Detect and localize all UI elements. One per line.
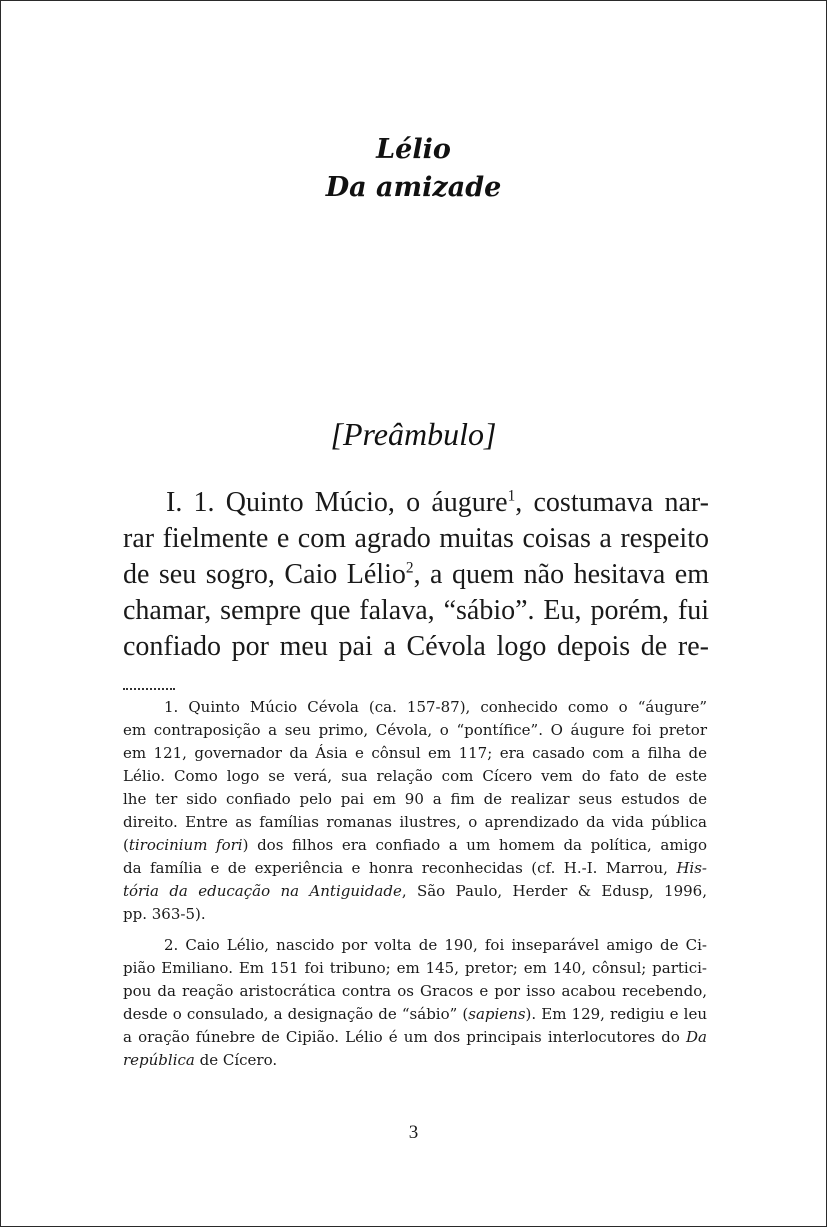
page-title-line-2: Da amizade xyxy=(325,172,502,203)
italic-run: tória da educação na Antiguidade xyxy=(123,882,402,900)
text-run: ) dos filhos era confiado a um homem da política, amigo xyxy=(242,836,707,854)
footnote-line xyxy=(123,880,707,903)
footnote-line: lhe ter sido confiado pelo pai em 90 a fim de realizar seus estudos de xyxy=(123,790,707,808)
text-run: da família e de experiência e honra reconhecidas (cf. H.-I. Marrou, xyxy=(123,859,677,877)
main-text-line xyxy=(123,556,709,594)
footnote-separator xyxy=(123,688,175,690)
section-heading: [Preâmbulo] xyxy=(330,416,497,452)
italic-run: tirocinium fori xyxy=(128,836,243,854)
text-run: ). Em 129, redigiu e leu xyxy=(525,1005,707,1023)
italic-run: Da xyxy=(686,1028,707,1046)
footnote-line xyxy=(123,857,707,880)
main-text-line: chamar, sempre que falava, “sábio”. Eu, porém, fui xyxy=(123,595,709,626)
footnote-line: 1. Quinto Múcio Cévola (ca. 157-87), conhecido como o “áugure” xyxy=(164,698,707,716)
italic-run: sapiens xyxy=(468,1005,526,1023)
italic-run: His- xyxy=(676,859,707,877)
text-run: , costumava nar- xyxy=(515,487,709,518)
text-run: de seu sogro, Caio Lélio xyxy=(123,559,406,590)
footnote-line: Lélio. Como logo se verá, sua relação com Cícero vem do fato de este xyxy=(123,767,707,785)
footnote-line xyxy=(123,1026,707,1049)
italic-run: república xyxy=(123,1051,195,1069)
main-text-line: confiado por meu pai a Cévola logo depois de re- xyxy=(123,631,709,662)
text-run: I. 1. Quinto Múcio, o áugure xyxy=(166,487,508,518)
text-run: de Cícero. xyxy=(194,1051,278,1069)
page-title-line-1: Lélio xyxy=(376,134,451,165)
footnote-line: em contraposição a seu primo, Cévola, o “pontífice”. O áugure foi pretor xyxy=(123,721,707,739)
text-run: , São Paulo, Herder & Edusp, 1996, xyxy=(401,882,707,900)
footnote-line: direito. Entre as famílias romanas ilustres, o aprendizado da vida pública xyxy=(123,813,707,831)
text-run: a oração fúnebre de Cipião. Lélio é um dos principais interlocutores do xyxy=(123,1028,687,1046)
main-text-line: rar fielmente e com agrado muitas coisas a respeito xyxy=(123,523,709,554)
text-run: desde o consulado, a designação de “sábio” ( xyxy=(123,1005,469,1023)
footnote-line: (tirocinium fori) dos filhos era confiado a um homem da política, amigo xyxy=(123,836,707,854)
footnote-line: pião Emiliano. Em 151 foi tribuno; em 145, pretor; em 140, cônsul; partici- xyxy=(123,959,707,977)
footnote-line: pp. 363-5). xyxy=(123,905,206,923)
footnote-line: 2. Caio Lélio, nascido por volta de 190, foi inseparável amigo de Ci- xyxy=(164,936,707,954)
main-text-line xyxy=(166,484,709,522)
footnote-ref: 2 xyxy=(405,559,414,577)
footnote-line xyxy=(123,1003,707,1026)
footnote-ref: 1 xyxy=(507,487,516,505)
page-number: 3 xyxy=(408,1122,419,1143)
footnote-line: pou da reação aristocrática contra os Gracos e por isso acabou recebendo, xyxy=(123,982,707,1000)
text-run: , a quem não hesitava em xyxy=(413,559,709,590)
footnote-line xyxy=(123,1049,707,1072)
footnote-line: em 121, governador da Ásia e cônsul em 117; era casado com a filha de xyxy=(123,744,707,762)
